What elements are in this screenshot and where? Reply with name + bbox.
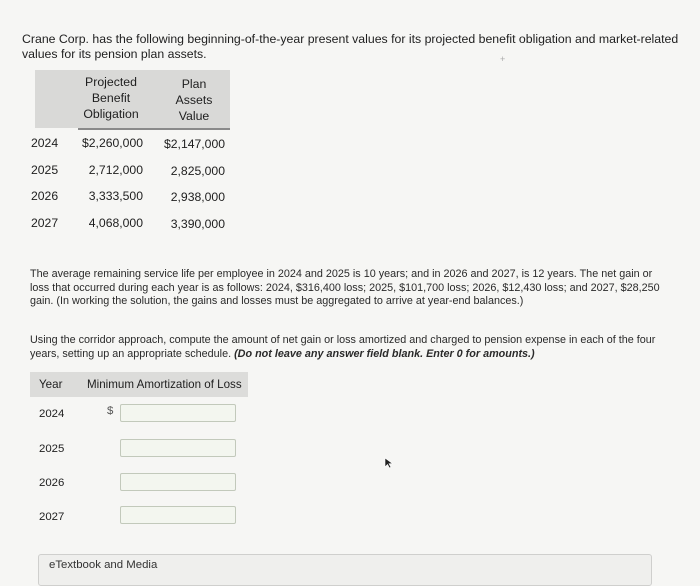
values-row-pbo: 3,333,500 (88, 189, 143, 203)
answer-row-year: 2026 (39, 477, 65, 489)
instructions-text: Using the corridor approach, compute the amount of net gain or loss amortized and charged to pension expense in each of the four years, setting up an appropriate schedule. (30, 334, 656, 360)
values-row-year: 2026 (31, 189, 59, 203)
amortization-input-2027[interactable] (120, 506, 236, 524)
etextbook-label: eTextbook and Media (49, 559, 158, 571)
assets-header-line-3: Value (178, 109, 210, 123)
answer-row-year: 2024 (39, 408, 65, 420)
assets-column-header (162, 76, 226, 124)
amortization-input-2025[interactable] (120, 439, 236, 457)
values-row-pbo: 4,068,000 (88, 216, 143, 230)
amortization-column-header: Minimum Amortization of Loss (87, 378, 242, 391)
pbo-header-line-2: Benefit (91, 91, 131, 105)
pbo-column-header (78, 74, 144, 122)
values-row-year: 2025 (31, 163, 59, 177)
pbo-header-line-1: Projected (85, 75, 137, 89)
year-column-header: Year (39, 378, 63, 391)
answer-row-year: 2025 (39, 443, 65, 455)
assets-header-line-1: Plan (181, 77, 207, 91)
problem-intro: Crane Corp. has the following beginning-of-the-year present values for its projected benefit obligation and market-related values for its pension plan assets. (22, 32, 679, 61)
instructions (30, 334, 670, 361)
values-row-year: 2027 (31, 216, 59, 230)
problem-details: The average remaining service life per employee in 2024 and 2025 is 10 years; and in 2026 and 2027, is 12 years. The net gain or loss that occurred during each year is as follows: 2024, $316,400 loss; 2025, $101,700 loss; 2026, $12,430 loss; and 2027, $28,250 gain. (In working the solution, the gains and losses must be aggregated to arrive at year-end balances.) (30, 268, 660, 307)
values-row-assets: 2,938,000 (170, 190, 225, 204)
pbo-header-line-3: Obligation (83, 107, 139, 121)
values-row-assets: 3,390,000 (170, 217, 225, 231)
values-row-pbo: 2,712,000 (88, 163, 143, 177)
values-row-assets: $2,147,000 (164, 137, 225, 151)
plus-icon: + (500, 54, 506, 64)
currency-symbol: $ (107, 405, 114, 417)
header-divider (78, 128, 230, 130)
assets-header-line-2: Assets (175, 93, 213, 107)
answer-row-year: 2027 (39, 511, 65, 523)
instructions-emphasis: (Do not leave any answer field blank. Enter 0 for amounts.) (234, 347, 535, 360)
values-row-assets: 2,825,000 (170, 164, 225, 178)
values-row-year: 2024 (31, 136, 59, 150)
amortization-input-2024[interactable] (120, 404, 236, 422)
values-row-pbo: $2,260,000 (82, 136, 143, 150)
mouse-pointer-icon (384, 456, 394, 474)
etextbook-media-link[interactable] (38, 554, 652, 586)
amortization-input-2026[interactable] (120, 473, 236, 491)
